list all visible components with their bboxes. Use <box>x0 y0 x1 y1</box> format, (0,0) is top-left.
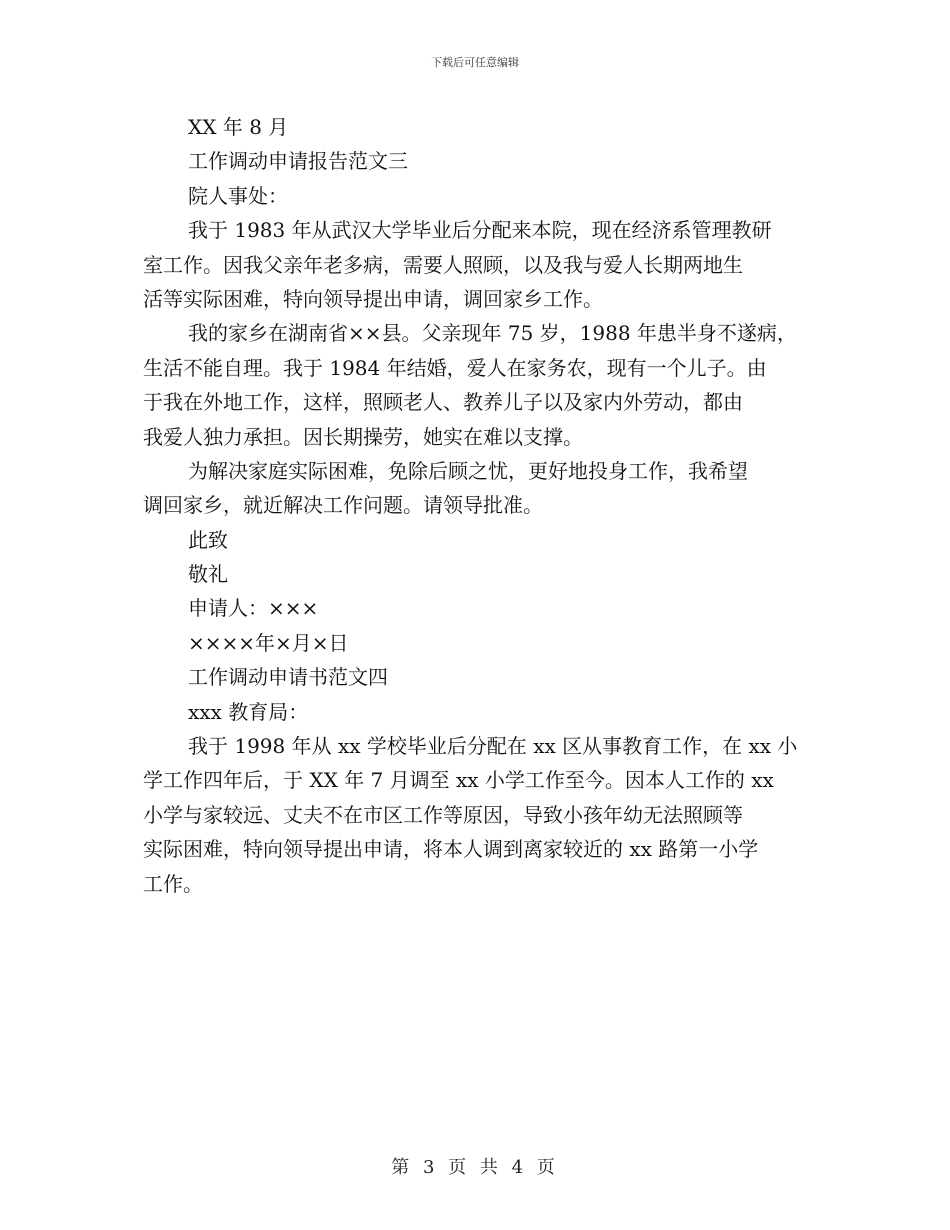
text-line: 小学与家较远、丈夫不在市区工作等原因，导致小孩年幼无法照顾等 <box>143 802 743 827</box>
text-line: 于我在外地工作，这样，照顾老人、教养儿子以及家内外劳动，都由 <box>143 390 743 415</box>
text-line: xxx 教育局： <box>188 699 309 724</box>
text-line: 院人事处： <box>188 183 288 208</box>
text-line: 我的家乡在湖南省××县。父亲现年 75 岁，1988 年患半身不遂病， <box>188 321 797 346</box>
text-line: 我于 1983 年从武汉大学毕业后分配来本院，现在经济系管理教研 <box>188 218 772 243</box>
text-line: 生活不能自理。我于 1984 年结婚，爱人在家务农，现有一个儿子。由 <box>143 355 767 380</box>
text-line: 活等实际困难，特向领导提出申请，调回家乡工作。 <box>143 286 603 311</box>
text-line: 工作调动申请书范文四 <box>188 665 388 690</box>
text-line: 申请人：××× <box>188 596 319 621</box>
page-footer: 第 3 页 共 4 页 <box>391 1157 559 1178</box>
text-line: 调回家乡，就近解决工作问题。请领导批准。 <box>143 493 543 518</box>
text-line: 为解决家庭实际困难，免除后顾之忧，更好地投身工作，我希望 <box>188 458 748 483</box>
text-line: 室工作。因我父亲年老多病，需要人照顾，以及我与爱人长期两地生 <box>143 252 743 277</box>
text-line: 我爱人独力承担。因长期操劳，她实在难以支撑。 <box>143 424 583 449</box>
text-line: 工作。 <box>143 871 203 896</box>
text-line: 实际困难，特向领导提出申请，将本人调到离家较近的 xx 路第一小学 <box>143 837 759 862</box>
text-line: XX 年 8 月 <box>188 115 289 139</box>
text-line: 我于 1998 年从 xx 学校毕业后分配在 xx 区从事教育工作，在 xx 小 <box>188 734 798 759</box>
text-line: 学工作四年后，于 XX 年 7 月调至 xx 小学工作至今。因本人工作的 xx <box>143 768 774 793</box>
document-body <box>143 110 823 901</box>
text-line: 工作调动申请报告范文三 <box>188 149 408 174</box>
text-line: 敬礼 <box>188 562 228 587</box>
page-header: 下载后可任意编辑 <box>431 56 519 69</box>
text-line: 此致 <box>188 527 228 552</box>
text-line: ××××年×月×日 <box>188 630 349 655</box>
